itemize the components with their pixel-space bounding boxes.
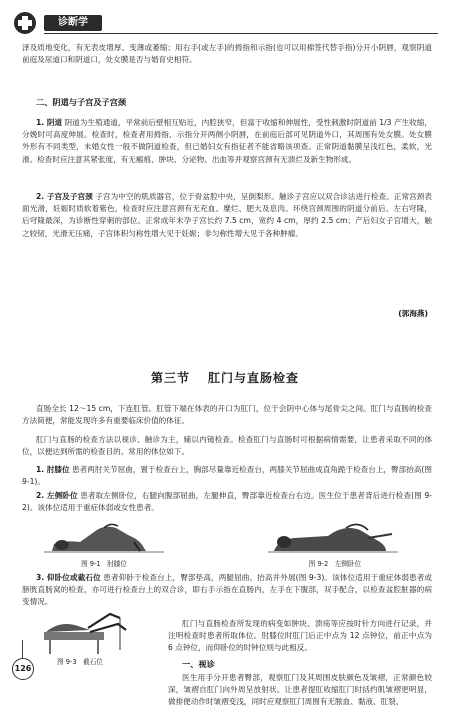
intro-paragraph-2: 肛门与直肠的检查方法以视诊、触诊为主，辅以内镜检查。检查肛门与直肠时可根据病情需要，让患者采取不同的体位，以便达到所需的检查目的。常用的体位如下。 xyxy=(22,435,432,457)
item-label: 1. 阴道 xyxy=(36,118,63,127)
knee-chest-paragraph xyxy=(22,464,432,488)
figure-caption: 图 9-2 左侧卧位 xyxy=(308,560,362,568)
lithotomy-position-figure xyxy=(30,610,140,654)
section-number: 第三节 xyxy=(150,371,190,385)
item-text: 子宫为中空的肌质器官，位于骨盆腔中央，呈倒梨形。触诊子宫应以双合诊法进行检查。正常宫颈表面光滑，妊娠时质软着紫色，检查时应注意宫颈有无充血、糜烂、肥大及息肉。环绕宫颈周围的阴道分前后、左右穹隆，后穹隆最深，为诊断性穿刺的部位。正常成年未孕子宫长约 7.5 cm，宽约 4 cm，厚约 2.5 cm；产后妇女子宫增大，触之较韧，光滑无压痛，子宫体积匀称性增大见于妊娠；非匀称性增大见于各种肿瘤。 xyxy=(22,192,432,238)
section-heading: 二、阴道与子宫及子宫颈 xyxy=(36,97,127,107)
item-text: 患者两肘关节屈曲，置于检查台上，胸部尽量靠近检查台，两膝关节屈曲成直角跪于检查台上，臀部抬高(图 9-1)。 xyxy=(22,465,432,487)
page-header xyxy=(14,12,438,34)
knee-chest-position-figure xyxy=(44,518,164,556)
section-title xyxy=(0,369,450,386)
left-lateral-paragraph xyxy=(22,490,432,514)
figure-caption: 图 9-1 肘膝位 xyxy=(81,560,127,568)
inspection-paragraph: 医生用手分开患者臀部，观察肛门及其周围皮肤颜色及皱褶，正常颜色较深，皱褶自肛门向外周呈放射状。让患者提肛收缩肛门时括约肌皱褶更明显，做排便动作时皱褶变浅，同时应观察肛门周围有无脓血、黏液、肛裂、 xyxy=(168,673,432,707)
item-label: 2. 左侧卧位 xyxy=(36,491,78,500)
header-rule xyxy=(44,33,438,34)
section-name: 肛门与直肠检查 xyxy=(208,371,300,385)
item-text: 阴道为生殖通道，平常前后壁相互贴近，内腔狭窄，但富于收缩和伸展性，受性刺激时阴道前 1/3 产生收缩，分娩时可高度伸展。检查时，检查者用拇指、示指分开两侧小阴唇，在前庭后部可见阴道外口，其周围有处女膜。处女膜外形有不同类型，未婚女性一般不做阴道检查，但已婚妇女有指征者不能省略该项查。正常阴道黏膜呈浅红色，柔软，光滑。检查时应注意其紧张度，有无瘢痕、肿块、分泌物、出血等并观察宫颈有无溃烂及新生物形成。 xyxy=(22,118,433,164)
vagina-paragraph xyxy=(22,117,432,166)
item-label: 3. 仰卧位或截石位 xyxy=(36,573,101,582)
item-label: 2. 子宫及子宫颈 xyxy=(36,192,93,201)
item-text: 患者取左侧卧位，右腿向腹部屈曲，左腿伸直，臀部靠近检查台右边。医生位于患者背后进行检查(图 9-2)。该体位适用于重症体弱或女性患者。 xyxy=(22,491,433,513)
figure-caption: 图 9-3 截石位 xyxy=(57,658,103,666)
item-label: 1. 肘膝位 xyxy=(36,465,70,474)
item-text: 患者仰卧于检查台上，臀部垫高，两腿屈曲、抬高并外展(图 9-3)。该体位适用于重症体弱患者或膀胱直肠窝的检查，亦可进行检查台上的双合诊，即右手示指在直肠内，左手在下腹部，双手配合，以检查盆腔脏器的病变情况。 xyxy=(22,573,432,607)
medical-cross-icon xyxy=(14,12,36,34)
page-number-rule xyxy=(22,640,23,658)
left-lateral-position-figure xyxy=(268,516,398,556)
uterus-paragraph xyxy=(22,191,432,240)
lithotomy-paragraph xyxy=(22,572,432,609)
subsection-heading: 一、视诊 xyxy=(182,659,215,669)
top-paragraph: 泽及质地变化，有无表皮增厚、变薄或萎缩；用右手(或左手)的拇指和示指(也可以用棉签代替手指)分开小阴唇，观察阴道前庭及尿道口和阴道口，处女膜是否与婚育史相符。 xyxy=(22,43,432,65)
book-section-tab: 诊断学 xyxy=(44,15,102,31)
intro-paragraph: 直肠全长 12～15 cm，下连肛管。肛管下端在体表的开口为肛门，位于会阴中心体与尾骨尖之间。肛门与直肠的检查方法简便，常能发现许多有重要临床价值的体征。 xyxy=(22,404,432,426)
author-signature: (郭海燕) xyxy=(398,309,428,318)
page-number: 126 xyxy=(12,658,34,680)
recording-paragraph: 肛门与直肠检查所发现的病变如肿块、溃疡等应按时针方向进行记录，并注明检查时患者所取体位。肘膝位时肛门后正中点为 12 点钟位，前正中点为 6 点钟位，而仰卧位的时钟位则与此相反。 xyxy=(168,619,432,653)
